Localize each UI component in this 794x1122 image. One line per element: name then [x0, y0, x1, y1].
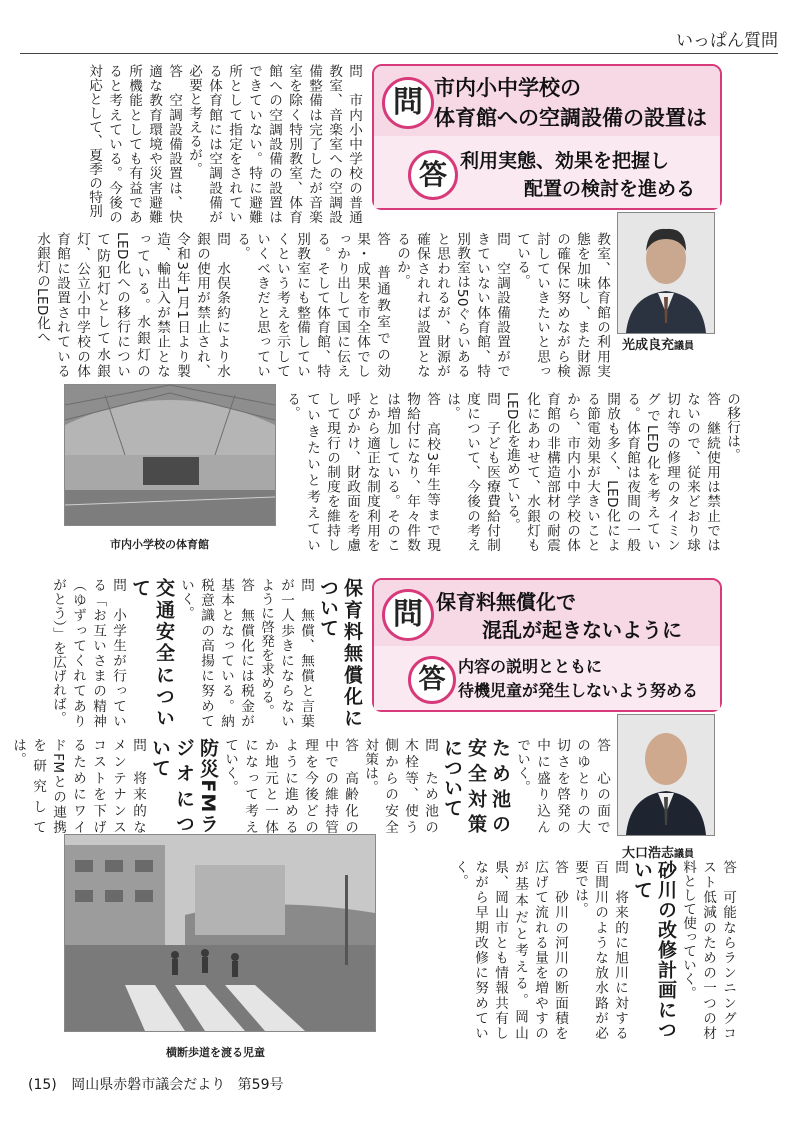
heading-reservoir: ため池の安全対策について: [441, 738, 511, 834]
q1-question-title-line1: 市内小中学校の: [434, 76, 581, 100]
paragraph-q2-c5-3: 答 高齢化の中での維持管理を今後どのように進めるか地元と一体になって考えていく。: [222, 738, 358, 834]
paragraph-q2-c5-2: 問 ため池の木栓等、使う側からの安全対策は。: [362, 738, 438, 834]
q2-question-mark: 問: [382, 589, 434, 641]
member-name-mitsunari: [622, 334, 694, 353]
paragraph-q1-c1-1: 問 市内小中学校の普通教室、音楽室への空調設備整備は完了したが音楽室を除く特別教室、体育館への空調設備の設置はできていない。特に避難所として指定をされている体育館には空調設備が必要と考えるが。: [186, 64, 362, 224]
paragraph-q1-c3-4: 答 高校3年生等まで現物給付になり、年々件数は増加している。そのことから適正な制度利用を呼びかけ、財政面を考慮して現行の制度を維持していきたいと考えている。: [284, 392, 440, 552]
photo-crosswalk: [64, 834, 376, 1032]
text-block-q2-col2: [10, 738, 612, 834]
paragraph-q2-c6-3: 答 砂川の河川の断面積を広げて流れる量を増やすのが基本だと考える。岡山県、岡山市とも情報共有しながら早期改修に努めていく。: [452, 860, 568, 1040]
member-suffix-text: 議員: [674, 849, 695, 860]
crosswalk-image: [65, 835, 375, 1031]
paragraph-q1-c1-2: 答 空調設備設置は、快適な教育環境や災害避難所機能としても有益であると考えている。今後の対応として、夏季の特別: [86, 64, 182, 224]
heading-traffic-safety: 交通安全について: [129, 578, 175, 728]
q2-question-title-line1: 保育料無償化で: [436, 590, 576, 614]
q2-question-title-line2: 混乱が起きないように: [482, 618, 682, 642]
footer: [28, 1074, 283, 1094]
header-section-title: いっぱん質問: [676, 31, 778, 51]
paragraph-q2-c5-4: 問 将来的なメンテナンスコストを下げるためにワイドFMとの連携を研究しては。: [10, 738, 146, 834]
text-block-q1-col1: [64, 64, 364, 224]
caption-school-gym: 市内小学校の体育館: [110, 538, 209, 551]
footer-page-number: (15): [28, 1077, 57, 1093]
member-name-text: 光成良充: [622, 338, 675, 353]
paragraph-q1-c2-1: 教室、体育館の利用実態を加味し、また財源の確保に努めながら検討していきたいと思っている。: [514, 232, 610, 378]
paragraph-q1-c2-2: 問 空調設備設置ができていない体育館、特別教室は50ぐらいあると思われるが、財源が確保されれば設置となるのか。: [394, 232, 510, 378]
person-silhouette-icon: [618, 213, 714, 333]
text-block-q2-col3: [382, 860, 738, 1040]
member-portrait-oguchi: [617, 714, 715, 836]
q1-question-mark: 問: [382, 77, 434, 129]
q1-title-box: [372, 64, 722, 210]
text-block-q1-col2: [34, 232, 612, 378]
heading-childcare: 保育料無償化について: [317, 578, 363, 728]
q2-title-box: [372, 578, 722, 712]
paragraph-q1-c3-2: 答 継続使用は禁止ではないので、従来どおり球切れ等の修理のタイミングでLED化を考えている。体育館は夜間の一般開放も多く、LED化による節電効果が大きいことから、市内小中学校の体育館の非構造部材の耐震化にあわせて、水銀灯もLED化を進めている。: [504, 392, 720, 552]
q2-answer-mark: 答: [408, 656, 456, 704]
paragraph-q2-c5-1: 答 心の面でのゆとりの大切さを啓発の中に盛り込んでいく。: [514, 738, 610, 834]
text-block-q2-col1: [50, 578, 364, 728]
text-block-q1-col3: [282, 392, 742, 552]
paragraph-q2-c4-3: 問 小学生が行っている「お互いさまの精神（ゆずってくれてありがとう）」を広げれば。: [50, 578, 126, 728]
q2-answer-title-line1: 内容の説明とともに: [458, 657, 603, 676]
photo-school-gym: [64, 384, 276, 526]
paragraph-q2-c6-2: 問 将来的に旭川に対する百間川のような放水路が必要では。: [572, 860, 628, 1040]
member-name-oguchi: [622, 842, 694, 861]
gym-interior-image: [65, 385, 275, 525]
member-suffix-text: 議員: [674, 341, 695, 352]
paragraph-q1-c2-4: 問 水俣条約により水銀の使用が禁止され、令和3年1月1日より製造、輸出入が禁止となっている。水銀灯のLED化への移行について防犯灯として水銀灯、公立小中学校の体育館に設置されている水銀灯のLED化へ: [34, 232, 230, 378]
header-rule: [20, 53, 778, 54]
heading-sunagawa: 砂川の改修計画について: [631, 860, 677, 1040]
footer-issue: 第59号: [237, 1077, 284, 1093]
q1-question-title-line2: 体育館への空調設備の設置は: [434, 106, 707, 130]
paragraph-q1-c3-3: 問 子ども医療費給付制度について、今後の考えは。: [444, 392, 500, 552]
paragraph-q2-c6-1: 答 可能ならランニングコスト低減のための一つの材料として使っていく。: [680, 860, 736, 1040]
member-portrait-mitsunari: [617, 212, 715, 334]
heading-fm-radio: 防災FMラジオについて: [149, 738, 219, 834]
person-silhouette-icon: [618, 715, 714, 835]
paragraph-q2-c4-2: 答 無償化には税金が基本となっている。納税意識の高揚に努めていく。: [178, 578, 254, 728]
q1-answer-title-line2: 配置の検討を進める: [524, 178, 696, 200]
q2-answer-title-line2: 待機児童が発生しないよう努める: [458, 681, 699, 700]
footer-publication: 岡山県赤磐市議会だより: [71, 1077, 226, 1093]
member-name-text: 大口浩志: [622, 846, 675, 861]
caption-crosswalk: 横断歩道を渡る児童: [166, 1046, 265, 1059]
paragraph-q1-c2-3: 答 普通教室での効果・成果を市全体でしっかり出して国に伝える。そして体育館、特別教室にも整備していくという考えを示していくべきだと思っている。: [234, 232, 390, 378]
paragraph-q1-c3-1: の移行は。: [724, 392, 740, 462]
q1-answer-mark: 答: [408, 150, 458, 200]
paragraph-q2-c4-1: 問 無償、無償と言葉が一人歩きにならないように啓発を求める。: [258, 578, 314, 728]
q1-answer-title-line1: 利用実態、効果を把握し: [460, 150, 670, 172]
